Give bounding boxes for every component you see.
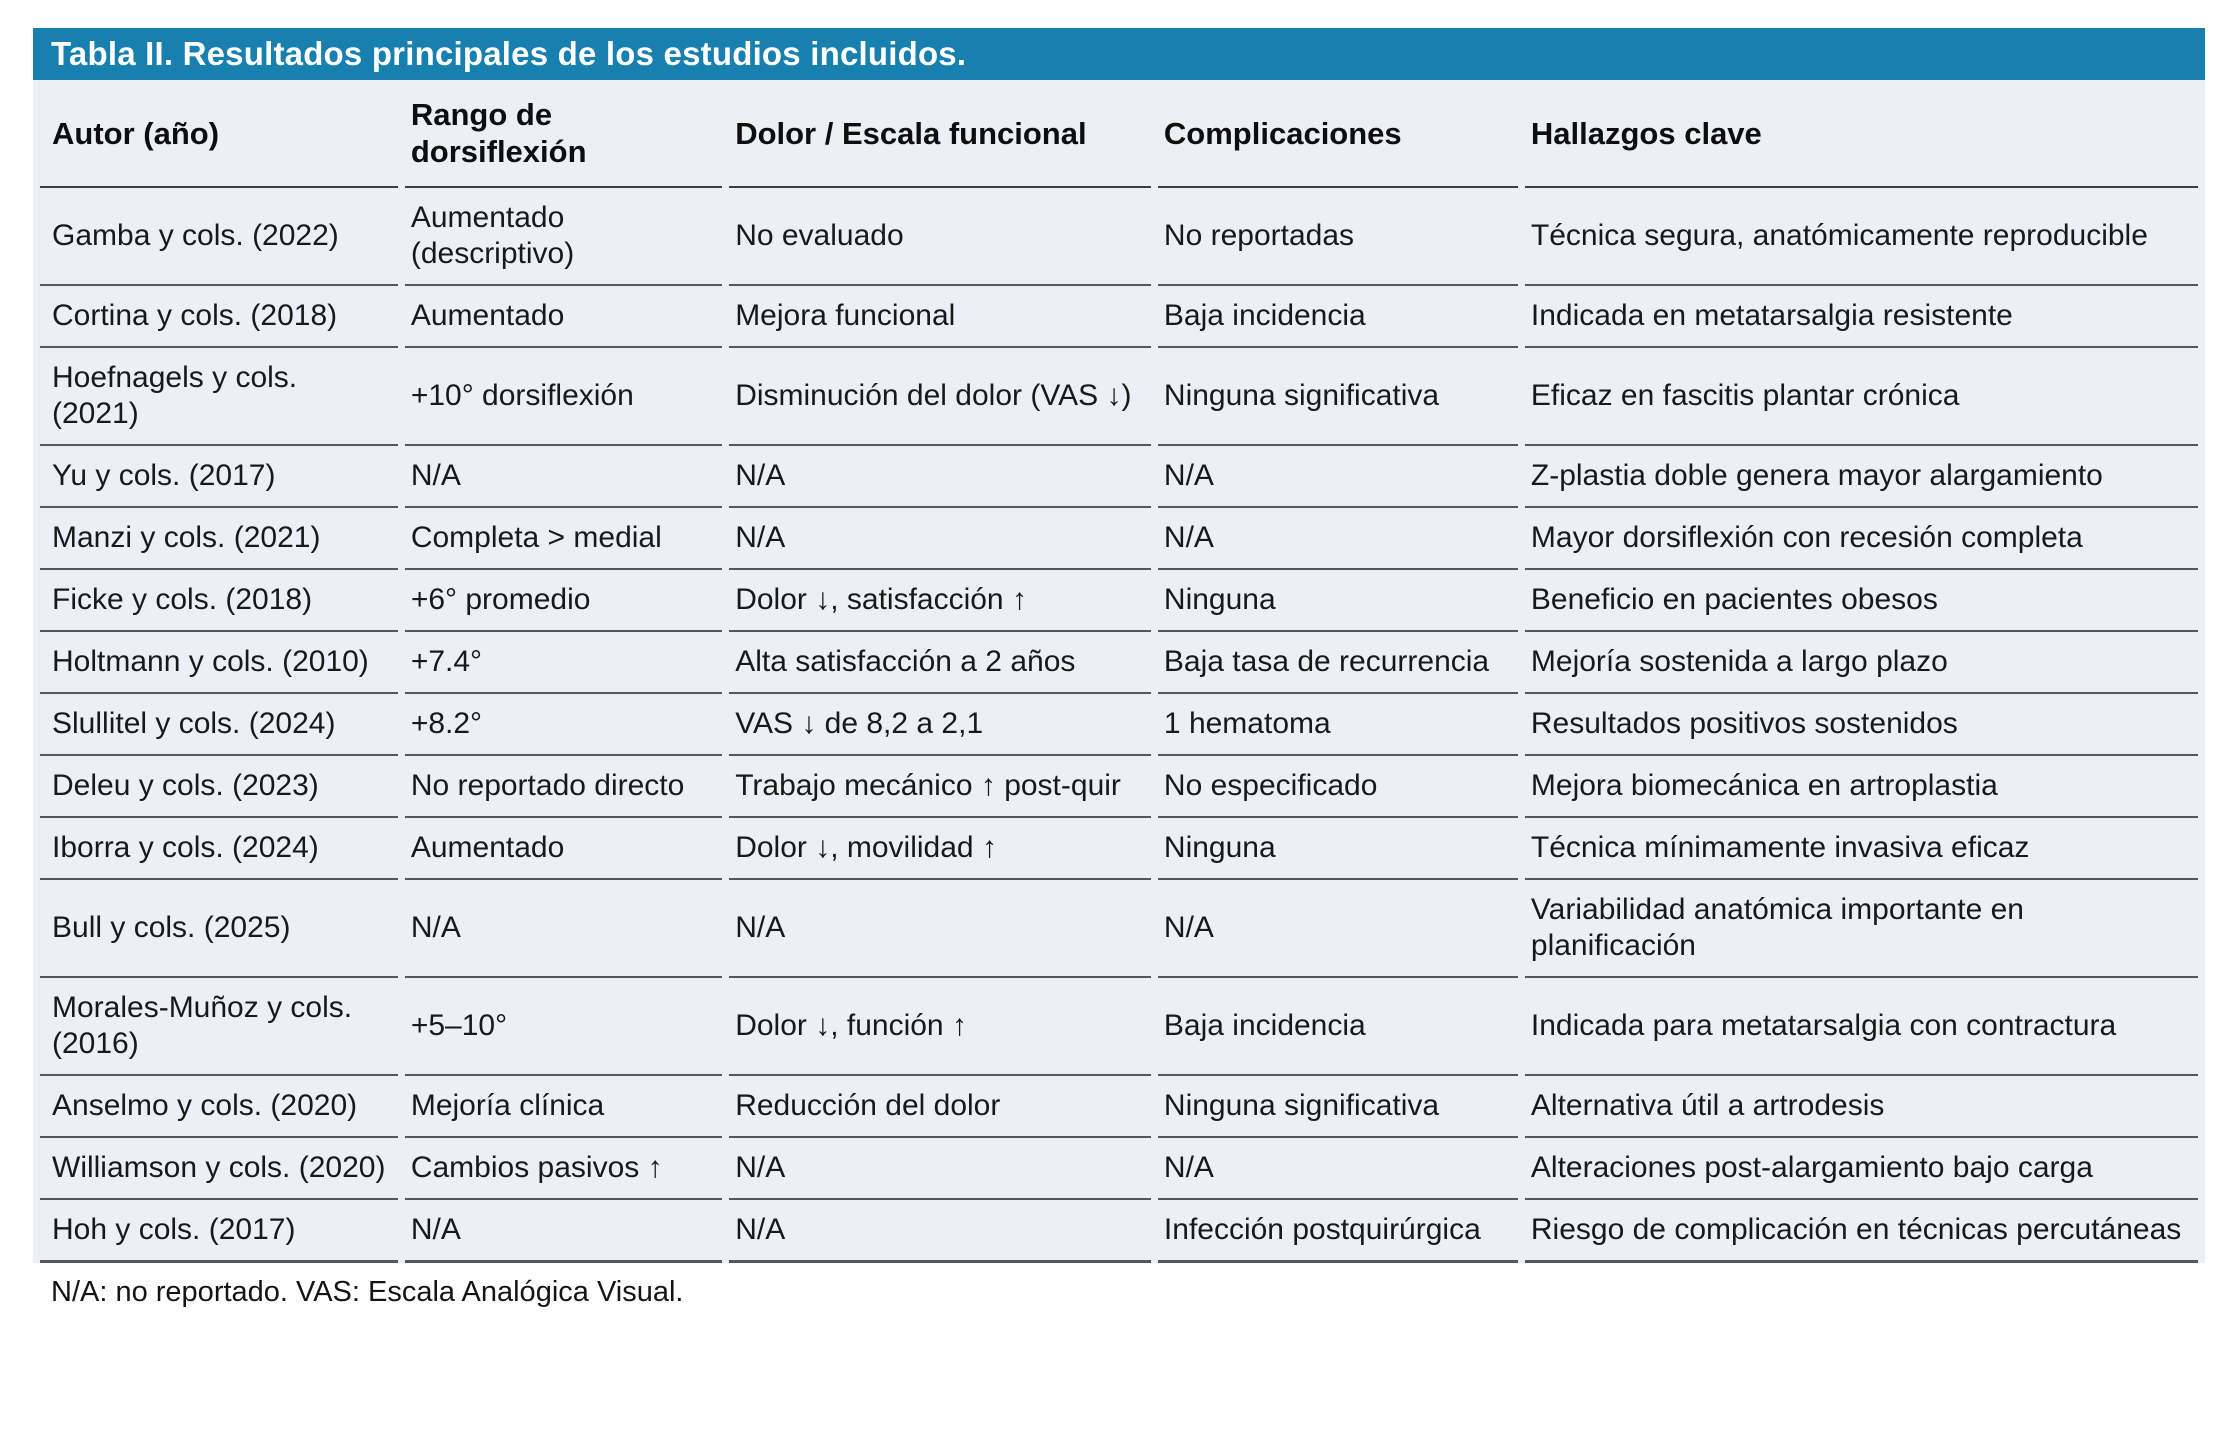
cell-pain-scale: Mejora funcional	[729, 286, 1151, 348]
cell-complications: Baja tasa de recurrencia	[1158, 632, 1518, 694]
cell-complications: N/A	[1158, 880, 1518, 978]
column-header-dolor-escala: Dolor / Escala funcional	[729, 80, 1151, 188]
table-row	[40, 632, 2198, 694]
cell-pain-scale: Trabajo mecánico ↑ post-quir	[729, 756, 1151, 818]
cell-dorsiflexion: Cambios pasivos ↑	[405, 1138, 722, 1200]
table-row	[40, 286, 2198, 348]
table-title-bar	[33, 28, 2205, 80]
cell-dorsiflexion: Aumentado (descriptivo)	[405, 188, 722, 286]
cell-author: Gamba y cols. (2022)	[40, 188, 398, 286]
cell-findings: Mejoría sostenida a largo plazo	[1525, 632, 2198, 694]
cell-findings: Z-plastia doble genera mayor alargamiento	[1525, 446, 2198, 508]
cell-findings: Variabilidad anatómica importante en planificación	[1525, 880, 2198, 978]
cell-author: Deleu y cols. (2023)	[40, 756, 398, 818]
cell-complications: 1 hematoma	[1158, 694, 1518, 756]
cell-pain-scale: N/A	[729, 508, 1151, 570]
table-row	[40, 880, 2198, 978]
cell-pain-scale: Dolor ↓, función ↑	[729, 978, 1151, 1076]
cell-author: Hoh y cols. (2017)	[40, 1200, 398, 1263]
cell-dorsiflexion: N/A	[405, 446, 722, 508]
table-title: Tabla II. Resultados principales de los estudios incluidos.	[51, 35, 967, 72]
table-row	[40, 818, 2198, 880]
cell-complications: N/A	[1158, 446, 1518, 508]
cell-findings: Técnica segura, anatómicamente reproducible	[1525, 188, 2198, 286]
cell-dorsiflexion: +5–10°	[405, 978, 722, 1076]
cell-author: Hoefnagels y cols. (2021)	[40, 348, 398, 446]
table-row	[40, 508, 2198, 570]
cell-author: Bull y cols. (2025)	[40, 880, 398, 978]
table-row	[40, 1076, 2198, 1138]
cell-author: Cortina y cols. (2018)	[40, 286, 398, 348]
table-row	[40, 1200, 2198, 1263]
cell-pain-scale: N/A	[729, 1200, 1151, 1263]
column-header-hallazgos: Hallazgos clave	[1525, 80, 2198, 188]
cell-findings: Eficaz en fascitis plantar crónica	[1525, 348, 2198, 446]
cell-complications: Ninguna	[1158, 570, 1518, 632]
cell-dorsiflexion: Mejoría clínica	[405, 1076, 722, 1138]
cell-author: Morales-Muñoz y cols. (2016)	[40, 978, 398, 1076]
cell-complications: Ninguna significativa	[1158, 1076, 1518, 1138]
table-row	[40, 1138, 2198, 1200]
cell-dorsiflexion: N/A	[405, 880, 722, 978]
cell-complications: Ninguna significativa	[1158, 348, 1518, 446]
cell-dorsiflexion: +10° dorsiflexión	[405, 348, 722, 446]
cell-findings: Riesgo de complicación en técnicas percutáneas	[1525, 1200, 2198, 1263]
cell-pain-scale: N/A	[729, 880, 1151, 978]
cell-author: Holtmann y cols. (2010)	[40, 632, 398, 694]
cell-dorsiflexion: Completa > medial	[405, 508, 722, 570]
table-row	[40, 348, 2198, 446]
table-body	[40, 188, 2198, 1263]
column-header-complicaciones: Complicaciones	[1158, 80, 1518, 188]
cell-pain-scale: Reducción del dolor	[729, 1076, 1151, 1138]
cell-complications: No especificado	[1158, 756, 1518, 818]
cell-pain-scale: Disminución del dolor (VAS ↓)	[729, 348, 1151, 446]
cell-author: Manzi y cols. (2021)	[40, 508, 398, 570]
results-table	[33, 80, 2205, 1263]
cell-pain-scale: No evaluado	[729, 188, 1151, 286]
cell-pain-scale: VAS ↓ de 8,2 a 2,1	[729, 694, 1151, 756]
table-row	[40, 978, 2198, 1076]
cell-dorsiflexion: Aumentado	[405, 286, 722, 348]
table-row	[40, 694, 2198, 756]
cell-findings: Mayor dorsiflexión con recesión completa	[1525, 508, 2198, 570]
column-header-autor: Autor (año)	[40, 80, 398, 188]
table-row	[40, 570, 2198, 632]
cell-complications: Baja incidencia	[1158, 286, 1518, 348]
cell-pain-scale: Dolor ↓, satisfacción ↑	[729, 570, 1151, 632]
cell-dorsiflexion: +6° promedio	[405, 570, 722, 632]
cell-author: Iborra y cols. (2024)	[40, 818, 398, 880]
table-row	[40, 446, 2198, 508]
table-row	[40, 756, 2198, 818]
cell-dorsiflexion: +8.2°	[405, 694, 722, 756]
cell-complications: N/A	[1158, 1138, 1518, 1200]
table-footnote: N/A: no reportado. VAS: Escala Analógica Visual.	[51, 1276, 684, 1308]
cell-findings: Beneficio en pacientes obesos	[1525, 570, 2198, 632]
cell-complications: Baja incidencia	[1158, 978, 1518, 1076]
cell-findings: Alternativa útil a artrodesis	[1525, 1076, 2198, 1138]
cell-findings: Indicada en metatarsalgia resistente	[1525, 286, 2198, 348]
table-row	[40, 188, 2198, 286]
cell-author: Williamson y cols. (2020)	[40, 1138, 398, 1200]
cell-dorsiflexion: No reportado directo	[405, 756, 722, 818]
cell-dorsiflexion: +7.4°	[405, 632, 722, 694]
cell-complications: Infección postquirúrgica	[1158, 1200, 1518, 1263]
cell-dorsiflexion: Aumentado	[405, 818, 722, 880]
cell-findings: Indicada para metatarsalgia con contractura	[1525, 978, 2198, 1076]
cell-findings: Resultados positivos sostenidos	[1525, 694, 2198, 756]
table-header-row	[40, 80, 2198, 188]
cell-pain-scale: N/A	[729, 446, 1151, 508]
cell-author: Anselmo y cols. (2020)	[40, 1076, 398, 1138]
cell-author: Slullitel y cols. (2024)	[40, 694, 398, 756]
cell-pain-scale: Dolor ↓, movilidad ↑	[729, 818, 1151, 880]
cell-dorsiflexion: N/A	[405, 1200, 722, 1263]
cell-findings: Mejora biomecánica en artroplastia	[1525, 756, 2198, 818]
column-header-dorsiflexion: Rango de dorsiflexión	[405, 80, 722, 188]
cell-pain-scale: Alta satisfacción a 2 años	[729, 632, 1151, 694]
cell-complications: No reportadas	[1158, 188, 1518, 286]
cell-complications: N/A	[1158, 508, 1518, 570]
cell-findings: Técnica mínimamente invasiva eficaz	[1525, 818, 2198, 880]
cell-complications: Ninguna	[1158, 818, 1518, 880]
cell-pain-scale: N/A	[729, 1138, 1151, 1200]
cell-author: Yu y cols. (2017)	[40, 446, 398, 508]
cell-findings: Alteraciones post-alargamiento bajo carga	[1525, 1138, 2198, 1200]
cell-author: Ficke y cols. (2018)	[40, 570, 398, 632]
